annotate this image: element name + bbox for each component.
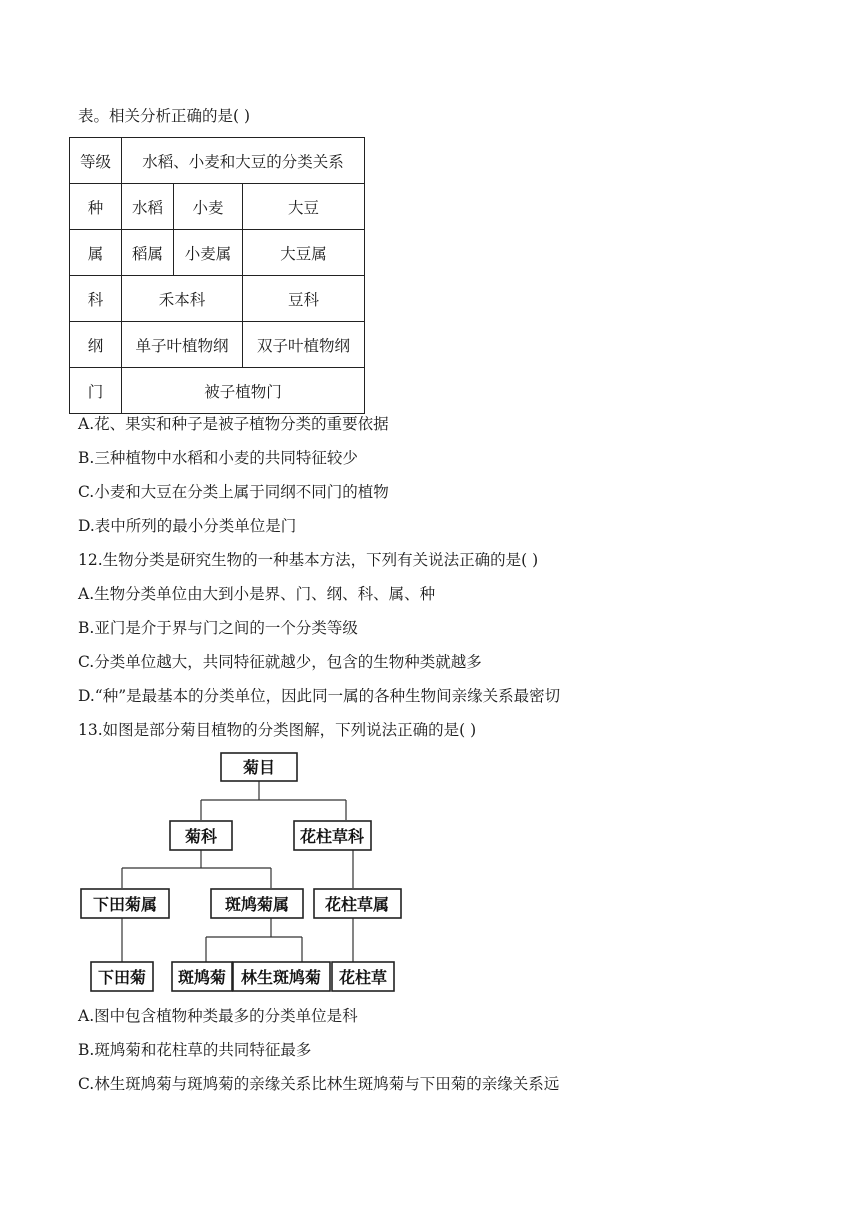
table-cell: 大豆 bbox=[243, 184, 365, 230]
table-cell: 科 bbox=[70, 276, 122, 322]
table-cell: 豆科 bbox=[243, 276, 365, 322]
tree-node-label: 菊科 bbox=[184, 827, 218, 846]
tree-node-species-2 bbox=[172, 962, 232, 991]
table-row-phylum bbox=[70, 368, 365, 414]
tree-node-order bbox=[221, 753, 297, 781]
tree-node-label: 林生斑鸠菊 bbox=[240, 968, 322, 987]
q13-option-a: A.图中包含植物种类最多的分类单位是科 bbox=[78, 1007, 358, 1025]
q13-stem: 13.如图是部分菊目植物的分类图解，下列说法正确的是( ) bbox=[78, 721, 477, 739]
tree-node-family-1 bbox=[170, 821, 232, 850]
table-cell: 稻属 bbox=[122, 230, 174, 276]
table-header-row bbox=[70, 138, 365, 184]
tree-node-label: 下田菊属 bbox=[92, 895, 158, 914]
tree-node-label: 下田菊 bbox=[97, 968, 147, 987]
tree-node-label: 花柱草 bbox=[338, 968, 388, 987]
q12-option-c: C.分类单位越大，共同特征就越少，包含的生物种类就越多 bbox=[78, 653, 482, 671]
table-cell: 单子叶植物纲 bbox=[122, 322, 243, 368]
table-cell: 被子植物门 bbox=[122, 368, 365, 414]
tree-node-species-3 bbox=[233, 962, 330, 991]
tree-node-label: 花柱草科 bbox=[299, 827, 365, 846]
table-cell: 小麦 bbox=[174, 184, 243, 230]
tree-node-label: 菊目 bbox=[242, 758, 276, 777]
table-cell: 属 bbox=[70, 230, 122, 276]
tree-node-label: 斑鸠菊 bbox=[177, 968, 227, 987]
tree-node-genus-2 bbox=[211, 889, 303, 918]
q12-option-d: D.“种”是最基本的分类单位，因此同一属的各种生物间亲缘关系最密切 bbox=[78, 687, 561, 705]
table-cell: 门 bbox=[70, 368, 122, 414]
intro-line: 表。相关分析正确的是( ) bbox=[78, 107, 251, 125]
q12-option-a: A.生物分类单位由大到小是界、门、纲、科、属、种 bbox=[78, 585, 436, 603]
tree-node-family-2 bbox=[294, 821, 371, 850]
table-cell: 大豆属 bbox=[243, 230, 365, 276]
tree-node-label: 花柱草属 bbox=[324, 895, 390, 914]
q11-option-d: D.表中所列的最小分类单位是门 bbox=[78, 517, 297, 535]
q12-option-b: B.亚门是介于界与门之间的一个分类等级 bbox=[78, 619, 358, 637]
table-cell: 等级 bbox=[70, 138, 122, 184]
classification-table bbox=[69, 137, 365, 414]
table-cell: 纲 bbox=[70, 322, 122, 368]
table-row-class bbox=[70, 322, 365, 368]
tree-node-species-4 bbox=[332, 962, 394, 991]
table-row-species bbox=[70, 184, 365, 230]
classification-tree-diagram bbox=[76, 748, 406, 996]
q12-stem: 12.生物分类是研究生物的一种基本方法，下列有关说法正确的是( ) bbox=[78, 551, 539, 569]
table-cell: 水稻、小麦和大豆的分类关系 bbox=[122, 138, 365, 184]
tree-node-species-1 bbox=[91, 962, 153, 991]
q11-option-a: A.花、果实和种子是被子植物分类的重要依据 bbox=[78, 415, 389, 433]
q13-option-c: C.林生斑鸠菊与斑鸠菊的亲缘关系比林生斑鸠菊与下田菊的亲缘关系远 bbox=[78, 1075, 560, 1093]
table-cell: 小麦属 bbox=[174, 230, 243, 276]
table-cell: 禾本科 bbox=[122, 276, 243, 322]
tree-node-genus-1 bbox=[81, 889, 169, 918]
table-cell: 水稻 bbox=[122, 184, 174, 230]
tree-node-genus-3 bbox=[314, 889, 401, 918]
q11-option-c: C.小麦和大豆在分类上属于同纲不同门的植物 bbox=[78, 483, 389, 501]
q13-option-b: B.斑鸠菊和花柱草的共同特征最多 bbox=[78, 1041, 312, 1059]
table-cell: 双子叶植物纲 bbox=[243, 322, 365, 368]
q11-option-b: B.三种植物中水稻和小麦的共同特征较少 bbox=[78, 449, 358, 467]
table-cell: 种 bbox=[70, 184, 122, 230]
table-row-family bbox=[70, 276, 365, 322]
table-row-genus bbox=[70, 230, 365, 276]
tree-node-label: 斑鸠菊属 bbox=[224, 895, 290, 914]
